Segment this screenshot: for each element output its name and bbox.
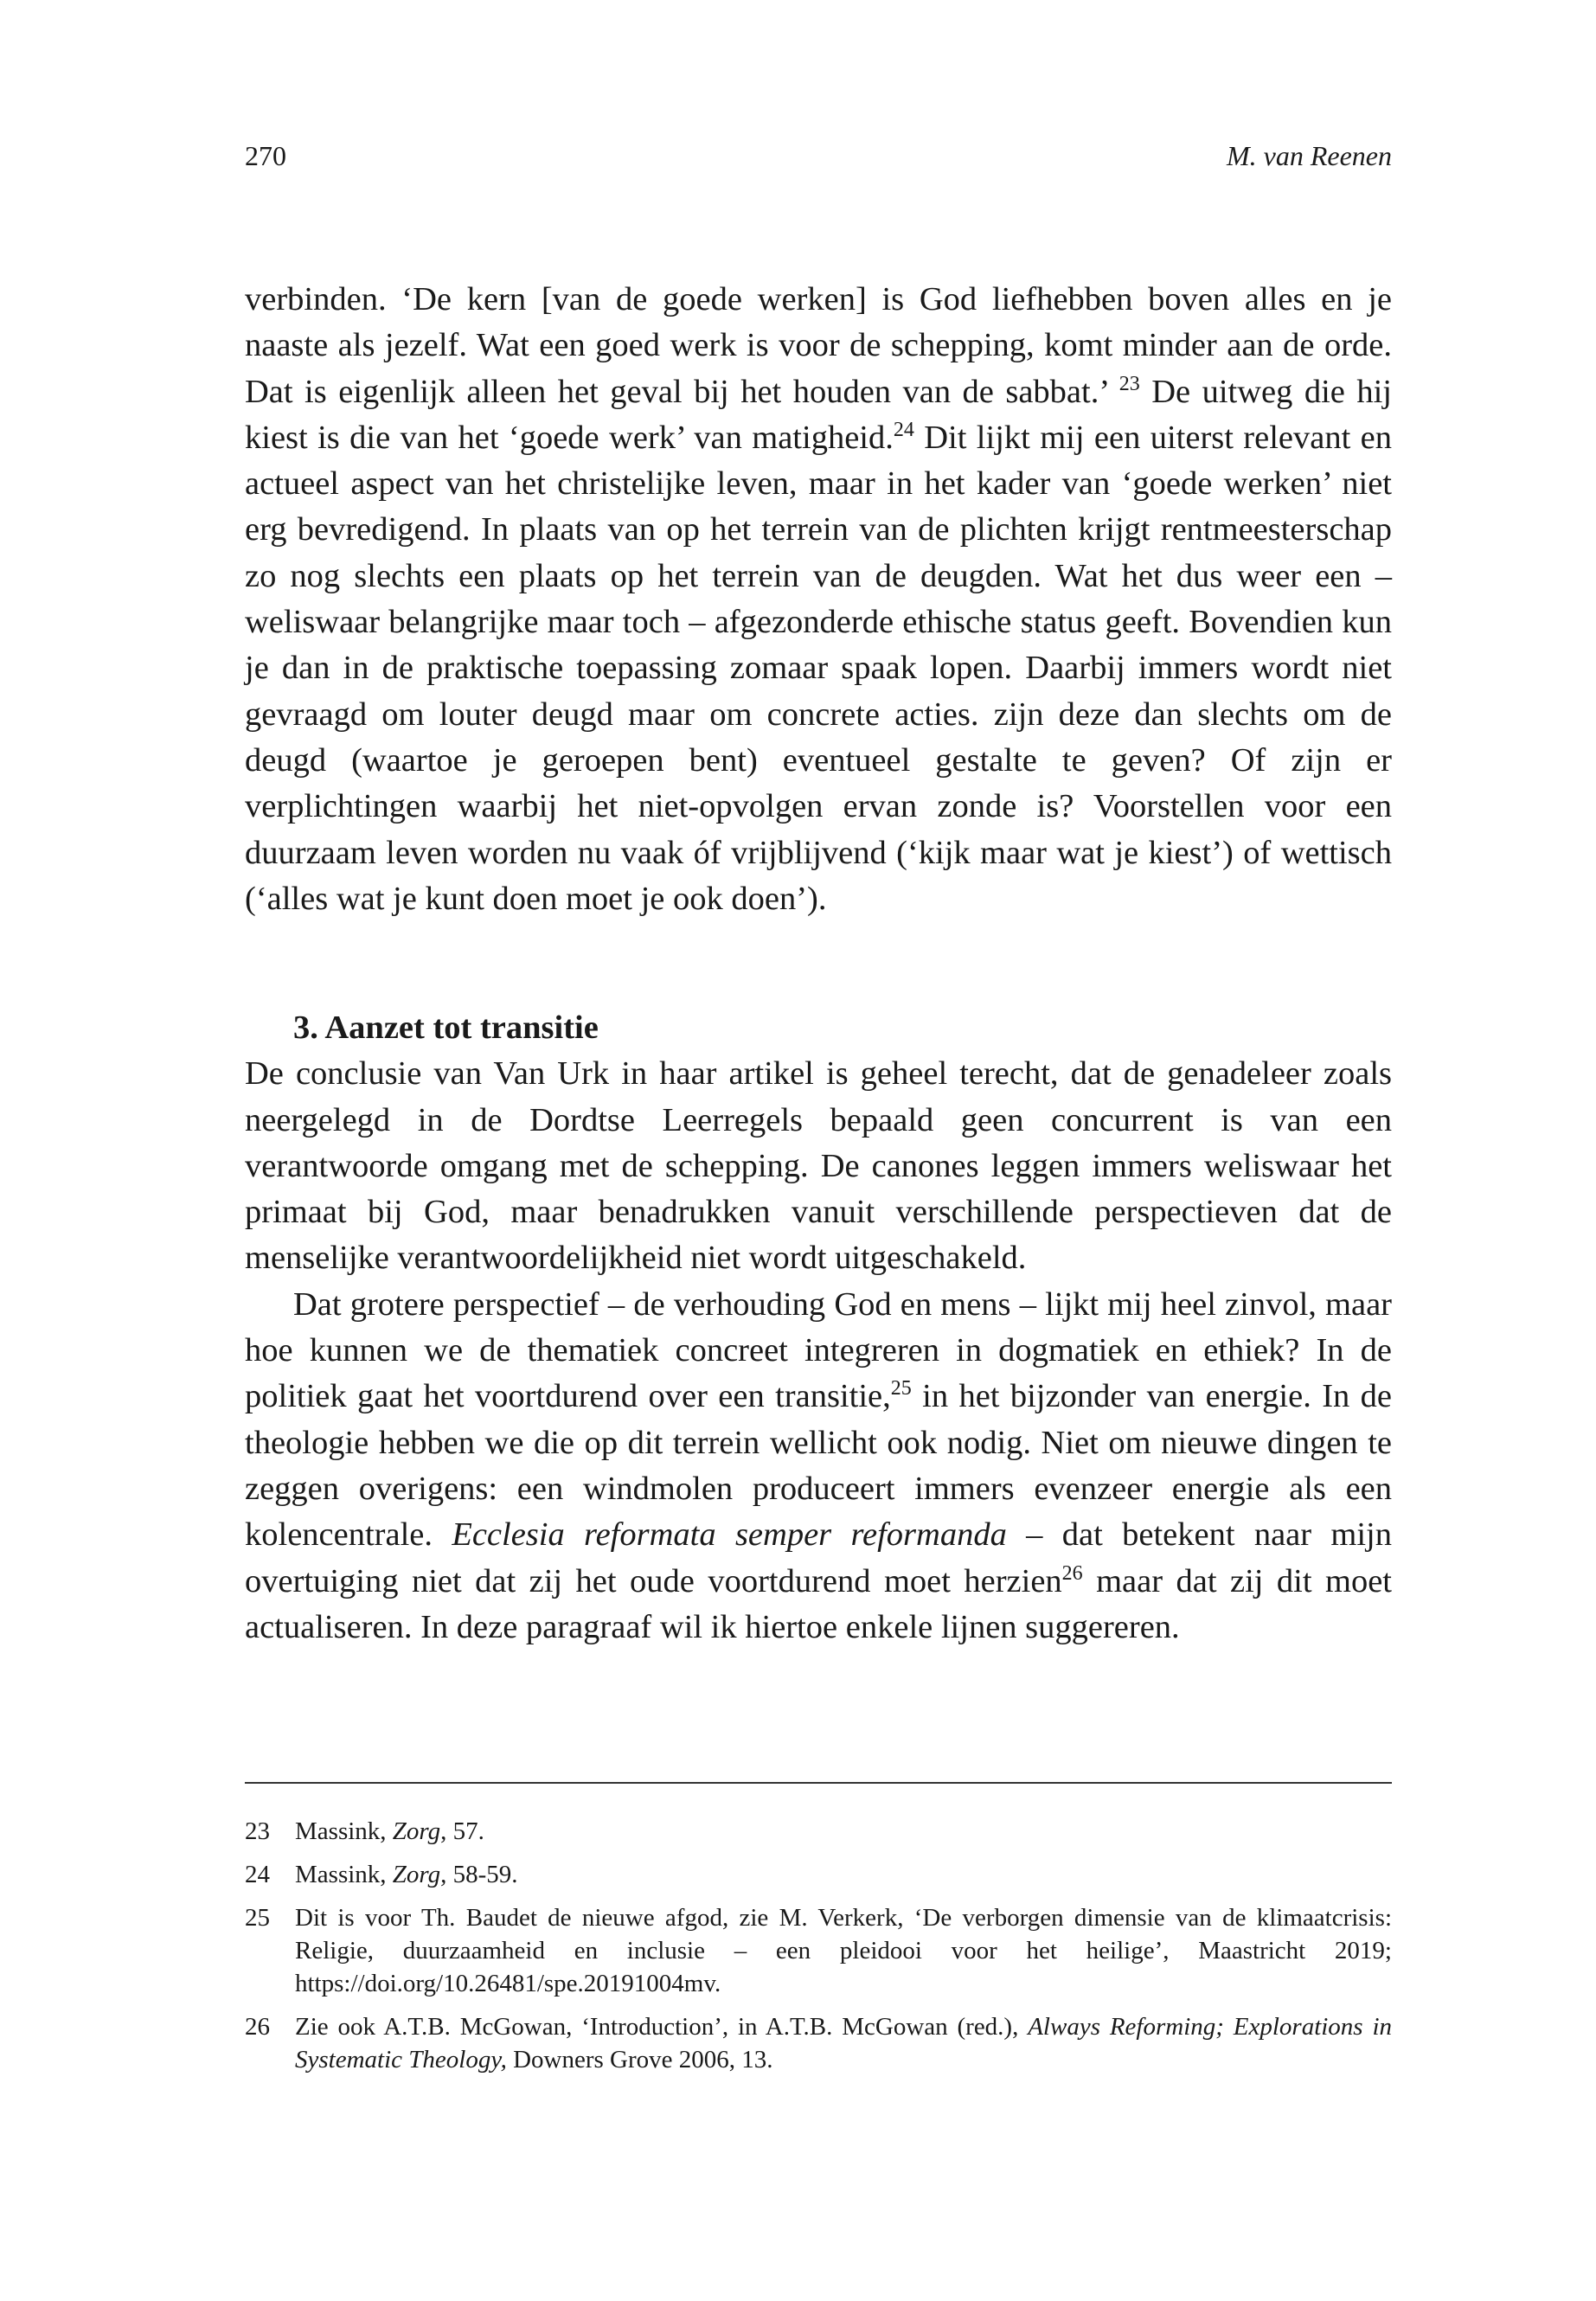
footnote-26 bbox=[245, 2010, 1392, 2076]
paragraph-text: maar dat zij dit moet actualiseren. In deze paragraaf wil ik hiertoe enkele lijnen suggereren. bbox=[245, 1562, 1392, 1645]
footnote-23 bbox=[245, 1815, 1392, 1848]
footnote-text bbox=[295, 1858, 1392, 1891]
section-3 bbox=[245, 1005, 1392, 1650]
footnote-text bbox=[295, 2010, 1392, 2076]
footnote-number: 25 bbox=[245, 1904, 270, 1932]
footnote-25 bbox=[245, 1901, 1392, 2000]
footnote-number: 24 bbox=[245, 1861, 270, 1888]
footnote-italic: Zorg bbox=[392, 1861, 441, 1888]
page-header bbox=[245, 138, 1392, 173]
footnote-number: 23 bbox=[245, 1817, 270, 1845]
footnote-ref-26[interactable]: 26 bbox=[1061, 1561, 1083, 1585]
footnote-divider bbox=[245, 1782, 1392, 1784]
section-heading: 3. Aanzet tot transitie bbox=[293, 1009, 599, 1046]
running-head: M. van Reenen bbox=[1226, 140, 1392, 171]
footnote-number: 26 bbox=[245, 2013, 270, 2041]
footnote-text-part: Zie ook A.T.B. McGowan, ‘Introduction’, in A.T.B. McGowan (red.), bbox=[295, 2013, 1029, 2041]
footnote-italic: Zorg bbox=[392, 1817, 441, 1845]
paragraph-text: Dat grotere perspectief – de verhouding God en mens – lijkt mij heel zinvol, maar hoe kunnen we de thematiek concreet integreren in dogmatiek en ethiek? In de politiek gaat het voortdurend over een transitie, bbox=[245, 1285, 1392, 1415]
footnote-text bbox=[295, 1901, 1392, 2000]
footnote-text-part: , 58-59. bbox=[440, 1861, 518, 1888]
body-paragraph-2: De conclusie van Van Urk in haar artikel is geheel terecht, dat de genadeleer zoals neergelegd in de Dordtse Leerregels bepaald geen concurrent is van een verantwoorde omgang met de schepping. De canones leggen immers weliswaar het primaat bij God, maar benadrukken vanuit verschillende perspectieven dat de menselijke verantwoordelijkheid niet wordt uitgeschakeld. bbox=[245, 1055, 1392, 1277]
footnote-italic: Always Reforming; Explorations in Systematic Theology, bbox=[295, 2013, 1392, 2073]
paragraph-text: – dat betekent naar mijn overtuiging niet dat zij het oude voortdurend moet herzien bbox=[245, 1516, 1392, 1599]
italic-latin-phrase: Ecclesia reformata semper reformanda bbox=[452, 1516, 1007, 1554]
footnote-text-part: Massink, bbox=[295, 1861, 393, 1888]
body-paragraph-1 bbox=[245, 277, 1392, 922]
footnote-24 bbox=[245, 1858, 1392, 1891]
paragraph-text: in het bijzonder van energie. In de theologie hebben we die op dit terrein wellicht ook nodig. Niet om nieuwe dingen te zeggen overigens: een windmolen produceert immers evenzeer energie als een kolencentrale. bbox=[245, 1378, 1392, 1554]
body-paragraph-3 bbox=[245, 1282, 1392, 1650]
paragraph-text: verbinden. ‘De kern [van de goede werken] is God liefhebben boven alles en je naaste als jezelf. Wat een goed werk is voor de schepping, komt minder aan de orde. Dat is eigenlijk alleen het geval bij het houden van de sabbat.’ bbox=[245, 281, 1392, 410]
footnote-ref-23[interactable]: 23 bbox=[1118, 372, 1140, 395]
footnote-ref-25[interactable]: 25 bbox=[890, 1377, 912, 1400]
footnote-text-part: Downers Grove 2006, 13. bbox=[506, 2046, 773, 2073]
footnotes bbox=[245, 1815, 1392, 2086]
paragraph-text: De uitweg die hij kiest is die van het ‘goede werk’ van matigheid. bbox=[245, 373, 1392, 456]
footnote-text-part: Dit is voor Th. Baudet de nieuwe afgod, zie M. Verkerk, ‘De verborgen dimensie van de klimaatcrisis: Religie, duurzaamheid en inclusie – een pleidooi voor het heilige’, Maastricht 2019; https://doi.org/10.26481/spe.20191004mv. bbox=[295, 1904, 1392, 1997]
page-number: 270 bbox=[245, 140, 286, 171]
footnote-text bbox=[295, 1815, 1392, 1848]
footnote-text-part: Massink, bbox=[295, 1817, 393, 1845]
footnote-text-part: , 57. bbox=[440, 1817, 484, 1845]
paragraph-text: Dit lijkt mij een uiterst relevant en actueel aspect van het christelijke leven, maar in het kader van ‘goede werken’ niet erg bevredigend. In plaats van op het terrein van de plichten krijgt rentmeesterschap zo nog slechts een plaats op het terrein van de deugden. Wat het dus weer een – weliswaar belangrijke maar toch – afgezonderde ethische status geeft. Bovendien kun je dan in de praktische toepassing zomaar spaak lopen. Daarbij immers wordt niet gevraagd om louter deugd maar om concrete acties. zijn deze dan slechts om de deugd (waartoe je geroepen bent) eventueel gestalte te geven? Of zijn er verplichtingen waarbij het niet-opvolgen ervan zonde is? Voorstellen voor een duurzaam leven worden nu vaak óf vrijblijvend (‘kijk maar wat je kiest’) of wettisch (‘alles wat je kunt doen moet je ook doen’). bbox=[245, 419, 1392, 917]
footnote-ref-24[interactable]: 24 bbox=[893, 418, 914, 441]
